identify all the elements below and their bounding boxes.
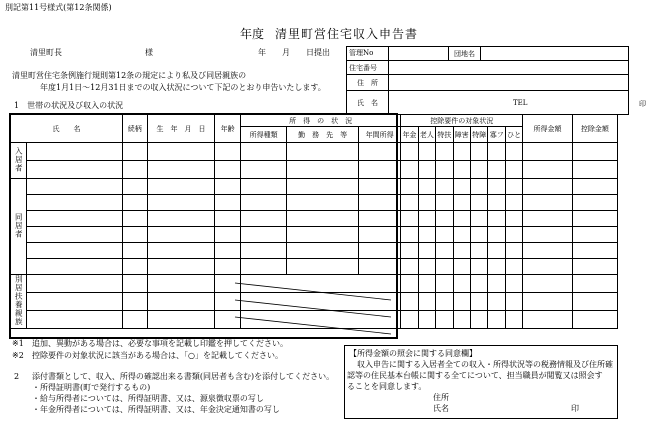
note-3a: ・所得証明書(町で発行するもの) (32, 383, 151, 392)
entry-cell[interactable] (27, 243, 123, 259)
col-header-widow: 寡フ (488, 127, 505, 143)
entry-cell[interactable] (27, 293, 123, 311)
col-header-birthdate: 生 年 月 日 (147, 115, 215, 143)
housing-no-field[interactable] (389, 61, 629, 75)
entry-cell[interactable] (418, 259, 435, 275)
consent-line-2: 認等の住民基本台帳に関する全てについて、担当職員が閲覧又は照会す (347, 371, 603, 380)
entry-cell[interactable] (436, 311, 453, 329)
note-3: 添付書類として、収入、所得の確認出来る書類(同居者も含む)を添付してください。 (32, 372, 335, 381)
complex-name-label: 団地名 (449, 47, 481, 61)
table-row (11, 161, 618, 179)
entry-cell[interactable] (436, 143, 453, 161)
entry-cell[interactable] (401, 293, 418, 311)
entry-cell[interactable] (505, 311, 522, 329)
consent-seal-mark: 印 (571, 404, 579, 413)
entry-cell[interactable] (453, 211, 470, 227)
entry-cell[interactable] (122, 227, 147, 243)
col-header-workplace: 勤 務 先 等 (287, 127, 359, 143)
entry-cell[interactable] (572, 179, 617, 195)
table-row (11, 143, 618, 161)
col-header-elderly: 老人 (418, 127, 435, 143)
entry-cell[interactable] (122, 179, 147, 195)
entry-cell[interactable] (471, 275, 488, 293)
entry-cell[interactable] (287, 211, 359, 227)
col-header-income-type: 所得種類 (241, 127, 287, 143)
entry-cell[interactable] (215, 275, 241, 293)
note-2: 控除要件の対象状況に該当がある場合は、「○」を記載してください。 (32, 351, 283, 360)
entry-cell[interactable] (505, 227, 522, 243)
entry-cell[interactable] (241, 211, 287, 227)
entry-cell[interactable] (523, 211, 572, 227)
income-crossed-cell (241, 275, 401, 293)
entry-cell[interactable] (147, 311, 215, 329)
entry-cell[interactable] (122, 293, 147, 311)
note-2-mark: ※2 (12, 351, 24, 360)
management-no-field[interactable] (389, 47, 449, 61)
col-header-special-disability: 特障 (471, 127, 488, 143)
entry-cell[interactable] (147, 195, 215, 211)
entry-cell[interactable] (401, 243, 418, 259)
entry-cell[interactable] (27, 143, 123, 161)
entry-cell[interactable] (471, 161, 488, 179)
entry-cell[interactable] (241, 243, 287, 259)
entry-cell[interactable] (523, 243, 572, 259)
entry-cell[interactable] (488, 143, 505, 161)
entry-cell[interactable] (27, 179, 123, 195)
entry-cell[interactable] (471, 211, 488, 227)
applicant-info-box (346, 46, 646, 115)
complex-name-field[interactable] (481, 47, 629, 61)
entry-cell[interactable] (241, 195, 287, 211)
consent-name-label: 氏名 (433, 404, 449, 413)
col-header-age: 年齢 (215, 115, 241, 143)
entry-cell[interactable] (523, 161, 572, 179)
entry-cell[interactable] (436, 227, 453, 243)
entry-cell[interactable] (436, 243, 453, 259)
entry-cell[interactable] (147, 143, 215, 161)
entry-cell[interactable] (488, 161, 505, 179)
col-header-deduction-amount: 控除金額 (572, 115, 617, 143)
col-header-income-amount: 所得金額 (523, 115, 572, 143)
entry-cell[interactable] (488, 293, 505, 311)
entry-cell[interactable] (523, 143, 572, 161)
col-header-annual-income: 年間所得 (359, 127, 401, 143)
entry-cell[interactable] (27, 259, 123, 275)
address-field[interactable] (389, 75, 629, 91)
entry-cell[interactable] (453, 311, 470, 329)
table-row (11, 275, 618, 293)
household-income-table (10, 114, 618, 329)
entry-cell[interactable] (215, 243, 241, 259)
entry-cell[interactable] (147, 293, 215, 311)
entry-cell[interactable] (401, 161, 418, 179)
note-3-mark: 2 (14, 372, 20, 381)
table-row (11, 259, 618, 275)
entry-cell[interactable] (27, 211, 123, 227)
entry-cell[interactable] (572, 243, 617, 259)
entry-cell[interactable] (287, 161, 359, 179)
entry-cell[interactable] (418, 243, 435, 259)
entry-cell[interactable] (453, 179, 470, 195)
entry-cell[interactable] (418, 293, 435, 311)
entry-cell[interactable] (523, 195, 572, 211)
entry-cell[interactable] (453, 161, 470, 179)
entry-cell[interactable] (488, 311, 505, 329)
entry-cell[interactable] (215, 293, 241, 311)
entry-cell[interactable] (418, 211, 435, 227)
entry-cell[interactable] (241, 227, 287, 243)
entry-cell[interactable] (453, 195, 470, 211)
entry-cell[interactable] (359, 195, 401, 211)
col-header-deduction-status: 控除要件の対象状況 (401, 115, 523, 127)
entry-cell[interactable] (418, 275, 435, 293)
entry-cell[interactable] (453, 293, 470, 311)
table-row (11, 179, 618, 195)
col-header-disability: 障害 (453, 127, 470, 143)
entry-cell[interactable] (359, 227, 401, 243)
entry-cell[interactable] (27, 195, 123, 211)
entry-cell[interactable] (287, 179, 359, 195)
entry-cell[interactable] (471, 243, 488, 259)
entry-cell[interactable] (488, 211, 505, 227)
entry-cell[interactable] (436, 275, 453, 293)
seal-mark: 印 (639, 100, 646, 108)
entry-cell[interactable] (418, 143, 435, 161)
note-3b: ・給与所得者については、所得証明書、又は、源泉徴収票の写し (32, 394, 264, 403)
entry-cell[interactable] (523, 179, 572, 195)
entry-cell[interactable] (215, 259, 241, 275)
entry-cell[interactable] (241, 143, 287, 161)
entry-cell[interactable] (488, 259, 505, 275)
address-label: 住 所 (347, 75, 389, 91)
entry-cell[interactable] (147, 275, 215, 293)
entry-cell[interactable] (471, 227, 488, 243)
entry-cell[interactable] (505, 275, 522, 293)
entry-cell[interactable] (453, 243, 470, 259)
consent-address-label: 住所 (433, 393, 449, 402)
entry-cell[interactable] (471, 143, 488, 161)
col-header-pension: 年金 (401, 127, 418, 143)
row-group-cohabitant: 同居者 (11, 179, 27, 275)
entry-cell[interactable] (505, 211, 522, 227)
table-row (11, 293, 618, 311)
table-row (11, 195, 618, 211)
addressee-mayor: 清里町長 (30, 48, 62, 57)
entry-cell[interactable] (215, 161, 241, 179)
entry-cell[interactable] (453, 143, 470, 161)
entry-cell[interactable] (523, 227, 572, 243)
entry-cell[interactable] (471, 259, 488, 275)
entry-cell[interactable] (488, 275, 505, 293)
tel-label: TEL (513, 99, 528, 107)
entry-cell[interactable] (27, 311, 123, 329)
consent-line-1: 収入申告に関する入居者全ての収入・所得状況等の税務情報及び住所確 (357, 360, 613, 369)
entry-cell[interactable] (122, 259, 147, 275)
consent-box (344, 345, 618, 419)
entry-cell[interactable] (572, 275, 617, 293)
entry-cell[interactable] (401, 179, 418, 195)
entry-cell[interactable] (488, 227, 505, 243)
entry-cell[interactable] (488, 195, 505, 211)
entry-cell[interactable] (359, 161, 401, 179)
entry-cell[interactable] (488, 243, 505, 259)
entry-cell[interactable] (147, 161, 215, 179)
submission-date: 年 月 日提出 (258, 48, 330, 57)
entry-cell[interactable] (572, 143, 617, 161)
entry-cell[interactable] (122, 275, 147, 293)
entry-cell[interactable] (523, 259, 572, 275)
note-1: 追加、異動がある場合は、必要な事項を記載し印鑑を押してください。 (32, 339, 288, 348)
entry-cell[interactable] (471, 179, 488, 195)
entry-cell[interactable] (287, 143, 359, 161)
col-header-single-parent: ひと (505, 127, 522, 143)
table-row (11, 243, 618, 259)
entry-cell[interactable] (523, 275, 572, 293)
entry-cell[interactable] (215, 311, 241, 329)
intro-line-2: 年度1月1日～12月31日までの収入状況について下記のとおり申告いたします。 (40, 83, 326, 92)
entry-cell[interactable] (505, 243, 522, 259)
income-crossed-cell (241, 311, 401, 329)
note-1-mark: ※1 (12, 339, 24, 348)
entry-cell[interactable] (505, 293, 522, 311)
entry-cell[interactable] (436, 259, 453, 275)
entry-cell[interactable] (505, 195, 522, 211)
income-crossed-cell (241, 293, 401, 311)
entry-cell[interactable] (122, 195, 147, 211)
name-label: 氏 名 (347, 91, 389, 115)
row-group-separate-dependent: 別居扶養親族 (11, 275, 27, 329)
entry-cell[interactable] (488, 179, 505, 195)
form-number: 別記第11号様式(第12条関係) (5, 3, 112, 12)
entry-cell[interactable] (453, 275, 470, 293)
entry-cell[interactable] (523, 293, 572, 311)
table-row (11, 311, 618, 329)
entry-cell[interactable] (27, 161, 123, 179)
entry-cell[interactable] (471, 195, 488, 211)
entry-cell[interactable] (572, 161, 617, 179)
entry-cell[interactable] (436, 195, 453, 211)
entry-cell[interactable] (359, 211, 401, 227)
entry-cell[interactable] (572, 227, 617, 243)
entry-cell[interactable] (436, 211, 453, 227)
col-header-name: 氏 名 (11, 115, 123, 143)
entry-cell[interactable] (453, 227, 470, 243)
entry-cell[interactable] (505, 179, 522, 195)
consent-line-3: ることを同意します。 (347, 382, 427, 391)
housing-no-label: 住宅番号 (347, 61, 389, 75)
entry-cell[interactable] (505, 259, 522, 275)
entry-cell[interactable] (401, 195, 418, 211)
entry-cell[interactable] (453, 259, 470, 275)
name-field[interactable] (389, 91, 646, 115)
entry-cell[interactable] (287, 243, 359, 259)
entry-cell[interactable] (147, 259, 215, 275)
entry-cell[interactable] (122, 211, 147, 227)
table-row (11, 227, 618, 243)
management-no-label: 管理No (347, 47, 389, 61)
consent-title: 【所得金額の照会に関する同意欄】 (349, 349, 477, 358)
entry-cell[interactable] (147, 227, 215, 243)
entry-cell[interactable] (572, 259, 617, 275)
note-3c: ・年金所得者については、所得証明書、又は、年金決定通知書の写し (32, 405, 280, 414)
entry-cell[interactable] (122, 311, 147, 329)
entry-cell[interactable] (215, 227, 241, 243)
entry-cell[interactable] (505, 143, 522, 161)
entry-cell[interactable] (505, 161, 522, 179)
entry-cell[interactable] (359, 179, 401, 195)
entry-cell[interactable] (147, 179, 215, 195)
entry-cell[interactable] (418, 227, 435, 243)
entry-cell[interactable] (359, 243, 401, 259)
col-header-relation: 続柄 (122, 115, 147, 143)
entry-cell[interactable] (215, 195, 241, 211)
entry-cell[interactable] (523, 311, 572, 329)
entry-cell[interactable] (401, 259, 418, 275)
entry-cell[interactable] (215, 179, 241, 195)
entry-cell[interactable] (359, 259, 401, 275)
entry-cell[interactable] (359, 143, 401, 161)
entry-cell[interactable] (401, 211, 418, 227)
entry-cell[interactable] (287, 195, 359, 211)
entry-cell[interactable] (436, 161, 453, 179)
table-row (11, 211, 618, 227)
page-title: 清里町営住宅収入申告書 (275, 27, 419, 41)
entry-cell[interactable] (215, 211, 241, 227)
entry-cell[interactable] (27, 275, 123, 293)
entry-cell[interactable] (471, 311, 488, 329)
entry-cell[interactable] (241, 259, 287, 275)
entry-cell[interactable] (147, 243, 215, 259)
entry-cell[interactable] (436, 293, 453, 311)
entry-cell[interactable] (122, 243, 147, 259)
entry-cell[interactable] (572, 293, 617, 311)
entry-cell[interactable] (241, 179, 287, 195)
entry-cell[interactable] (401, 227, 418, 243)
entry-cell[interactable] (401, 311, 418, 329)
entry-cell[interactable] (418, 311, 435, 329)
entry-cell[interactable] (401, 275, 418, 293)
entry-cell[interactable] (436, 179, 453, 195)
entry-cell[interactable] (27, 227, 123, 243)
fiscal-year-label: 年度 (240, 27, 265, 41)
entry-cell[interactable] (471, 293, 488, 311)
intro-line-1: 清里町営住宅条例施行規則第12条の規定により私及び同居親族の (12, 71, 247, 80)
entry-cell[interactable] (122, 161, 147, 179)
entry-cell[interactable] (215, 143, 241, 161)
col-header-income-status: 所 得 の 状 況 (241, 115, 401, 127)
entry-cell[interactable] (287, 227, 359, 243)
entry-cell[interactable] (418, 161, 435, 179)
entry-cell[interactable] (147, 211, 215, 227)
entry-cell[interactable] (401, 143, 418, 161)
entry-cell[interactable] (572, 311, 617, 329)
entry-cell[interactable] (418, 179, 435, 195)
row-group-resident: 入居者 (11, 143, 27, 179)
entry-cell[interactable] (122, 143, 147, 161)
entry-cell[interactable] (572, 195, 617, 211)
entry-cell[interactable] (418, 195, 435, 211)
col-header-special-dependent: 特扶 (436, 127, 453, 143)
section-1-title: 1 世帯の状況及び収入の状況 (14, 101, 124, 110)
entry-cell[interactable] (241, 161, 287, 179)
addressee-honorific: 様 (145, 48, 153, 57)
entry-cell[interactable] (287, 259, 359, 275)
entry-cell[interactable] (572, 211, 617, 227)
